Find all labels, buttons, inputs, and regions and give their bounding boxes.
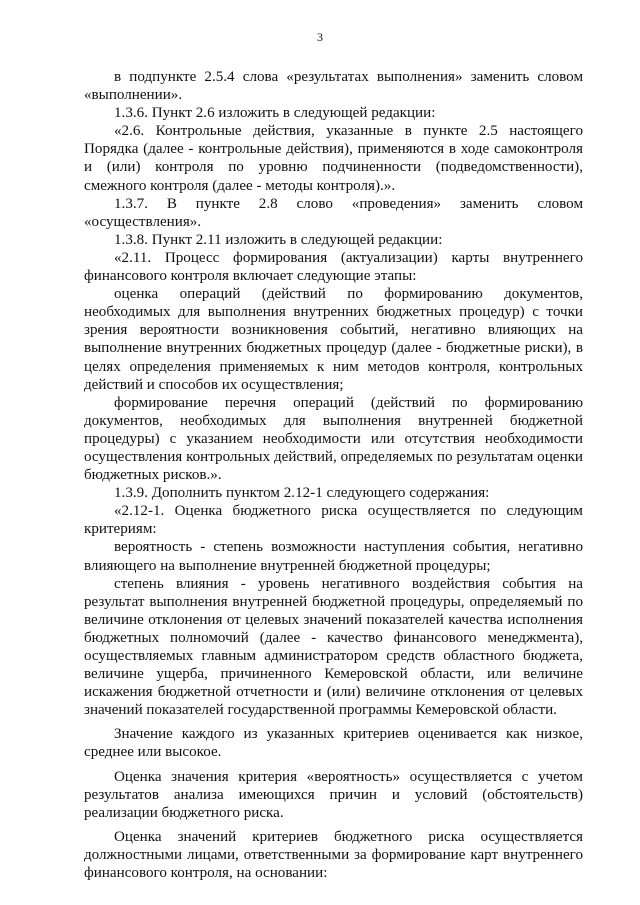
paragraph-5: 1.3.8. Пункт 2.11 изложить в следующей редакции: bbox=[114, 231, 443, 248]
paragraph-6: «2.11. Процесс формирования (актуализации) карты внутреннего финансового контроля включает следующие этапы: bbox=[84, 249, 583, 285]
paragraph-7: оценка операций (действий по формированию документов, необходимых для выполнения внутренних бюджетных процедур) с точки зрения вероятности возникновения событий, негативно влияющих на выполнение внутренних бюджетных процедур (далее - бюджетные риски), в целях определения применяемых к ним методов контроля, контрольных действий и способов их осуществления; bbox=[84, 286, 583, 393]
paragraph-8: формирование перечня операций (действий по формированию документов, необходимых для выполнения внутренней бюджетной процедуры) с указанием необходимости или отсутствия необходимости осуществления контрольных действий, определяемых по результатам оценки бюджетных рисков.». bbox=[84, 394, 583, 484]
paragraph-15: Оценка значений критериев бюджетного риска осуществляется должностными лицами, ответственными за формирование карт внутреннего финансового контроля, на основании: bbox=[84, 828, 583, 882]
paragraph-1: в подпункте 2.5.4 слова «результатах выполнения» заменить словом «выполнении». bbox=[84, 69, 583, 104]
paragraph-11: вероятность - степень возможности наступления события, негативно влияющего на выполнение внутренней бюджетной процедуры; bbox=[84, 539, 583, 574]
paragraph-2: 1.3.6. Пункт 2.6 изложить в следующей редакции: bbox=[114, 105, 436, 122]
document-body bbox=[84, 68, 583, 882]
paragraph-4: 1.3.7. В пункте 2.8 слово «проведения» заменить словом «осуществления». bbox=[84, 195, 583, 230]
paragraph-9: 1.3.9. Дополнить пунктом 2.12-1 следующего содержания: bbox=[114, 485, 490, 502]
paragraph-13: Значение каждого из указанных критериев оценивается как низкое, среднее или высокое. bbox=[84, 726, 583, 761]
paragraph-10: «2.12-1. Оценка бюджетного риска осуществляется по следующим критериям: bbox=[84, 503, 583, 538]
page-number: 3 bbox=[317, 30, 323, 44]
paragraph-12: степень влияния - уровень негативного воздействия события на результат выполнения внутренней бюджетной процедуры, определяемый по величине отклонения от целевых значений показателей качества исполнения бюджетных полномочий (далее - качество финансового менеджмента), осуществляемых главным администратором средств областного бюджета, величине ущерба, причиненного Кемеровской области, или величине искажения бюджетной отчетности и (или) величине отклонения от целевых значений показателей государственной программы Кемеровской области. bbox=[84, 575, 583, 719]
paragraph-14: Оценка значения критерия «вероятность» осуществляется с учетом результатов анализа имеющихся причин и условий (обстоятельств) реализации бюджетного риска. bbox=[84, 768, 583, 821]
paragraph-3: «2.6. Контрольные действия, указанные в пункте 2.5 настоящего Порядка (далее - контрольные действия), применяются в ходе самоконтроля и (или) контроля по уровню подчиненности (подведомственности), смежного контроля (далее - методы контроля).». bbox=[84, 123, 583, 194]
